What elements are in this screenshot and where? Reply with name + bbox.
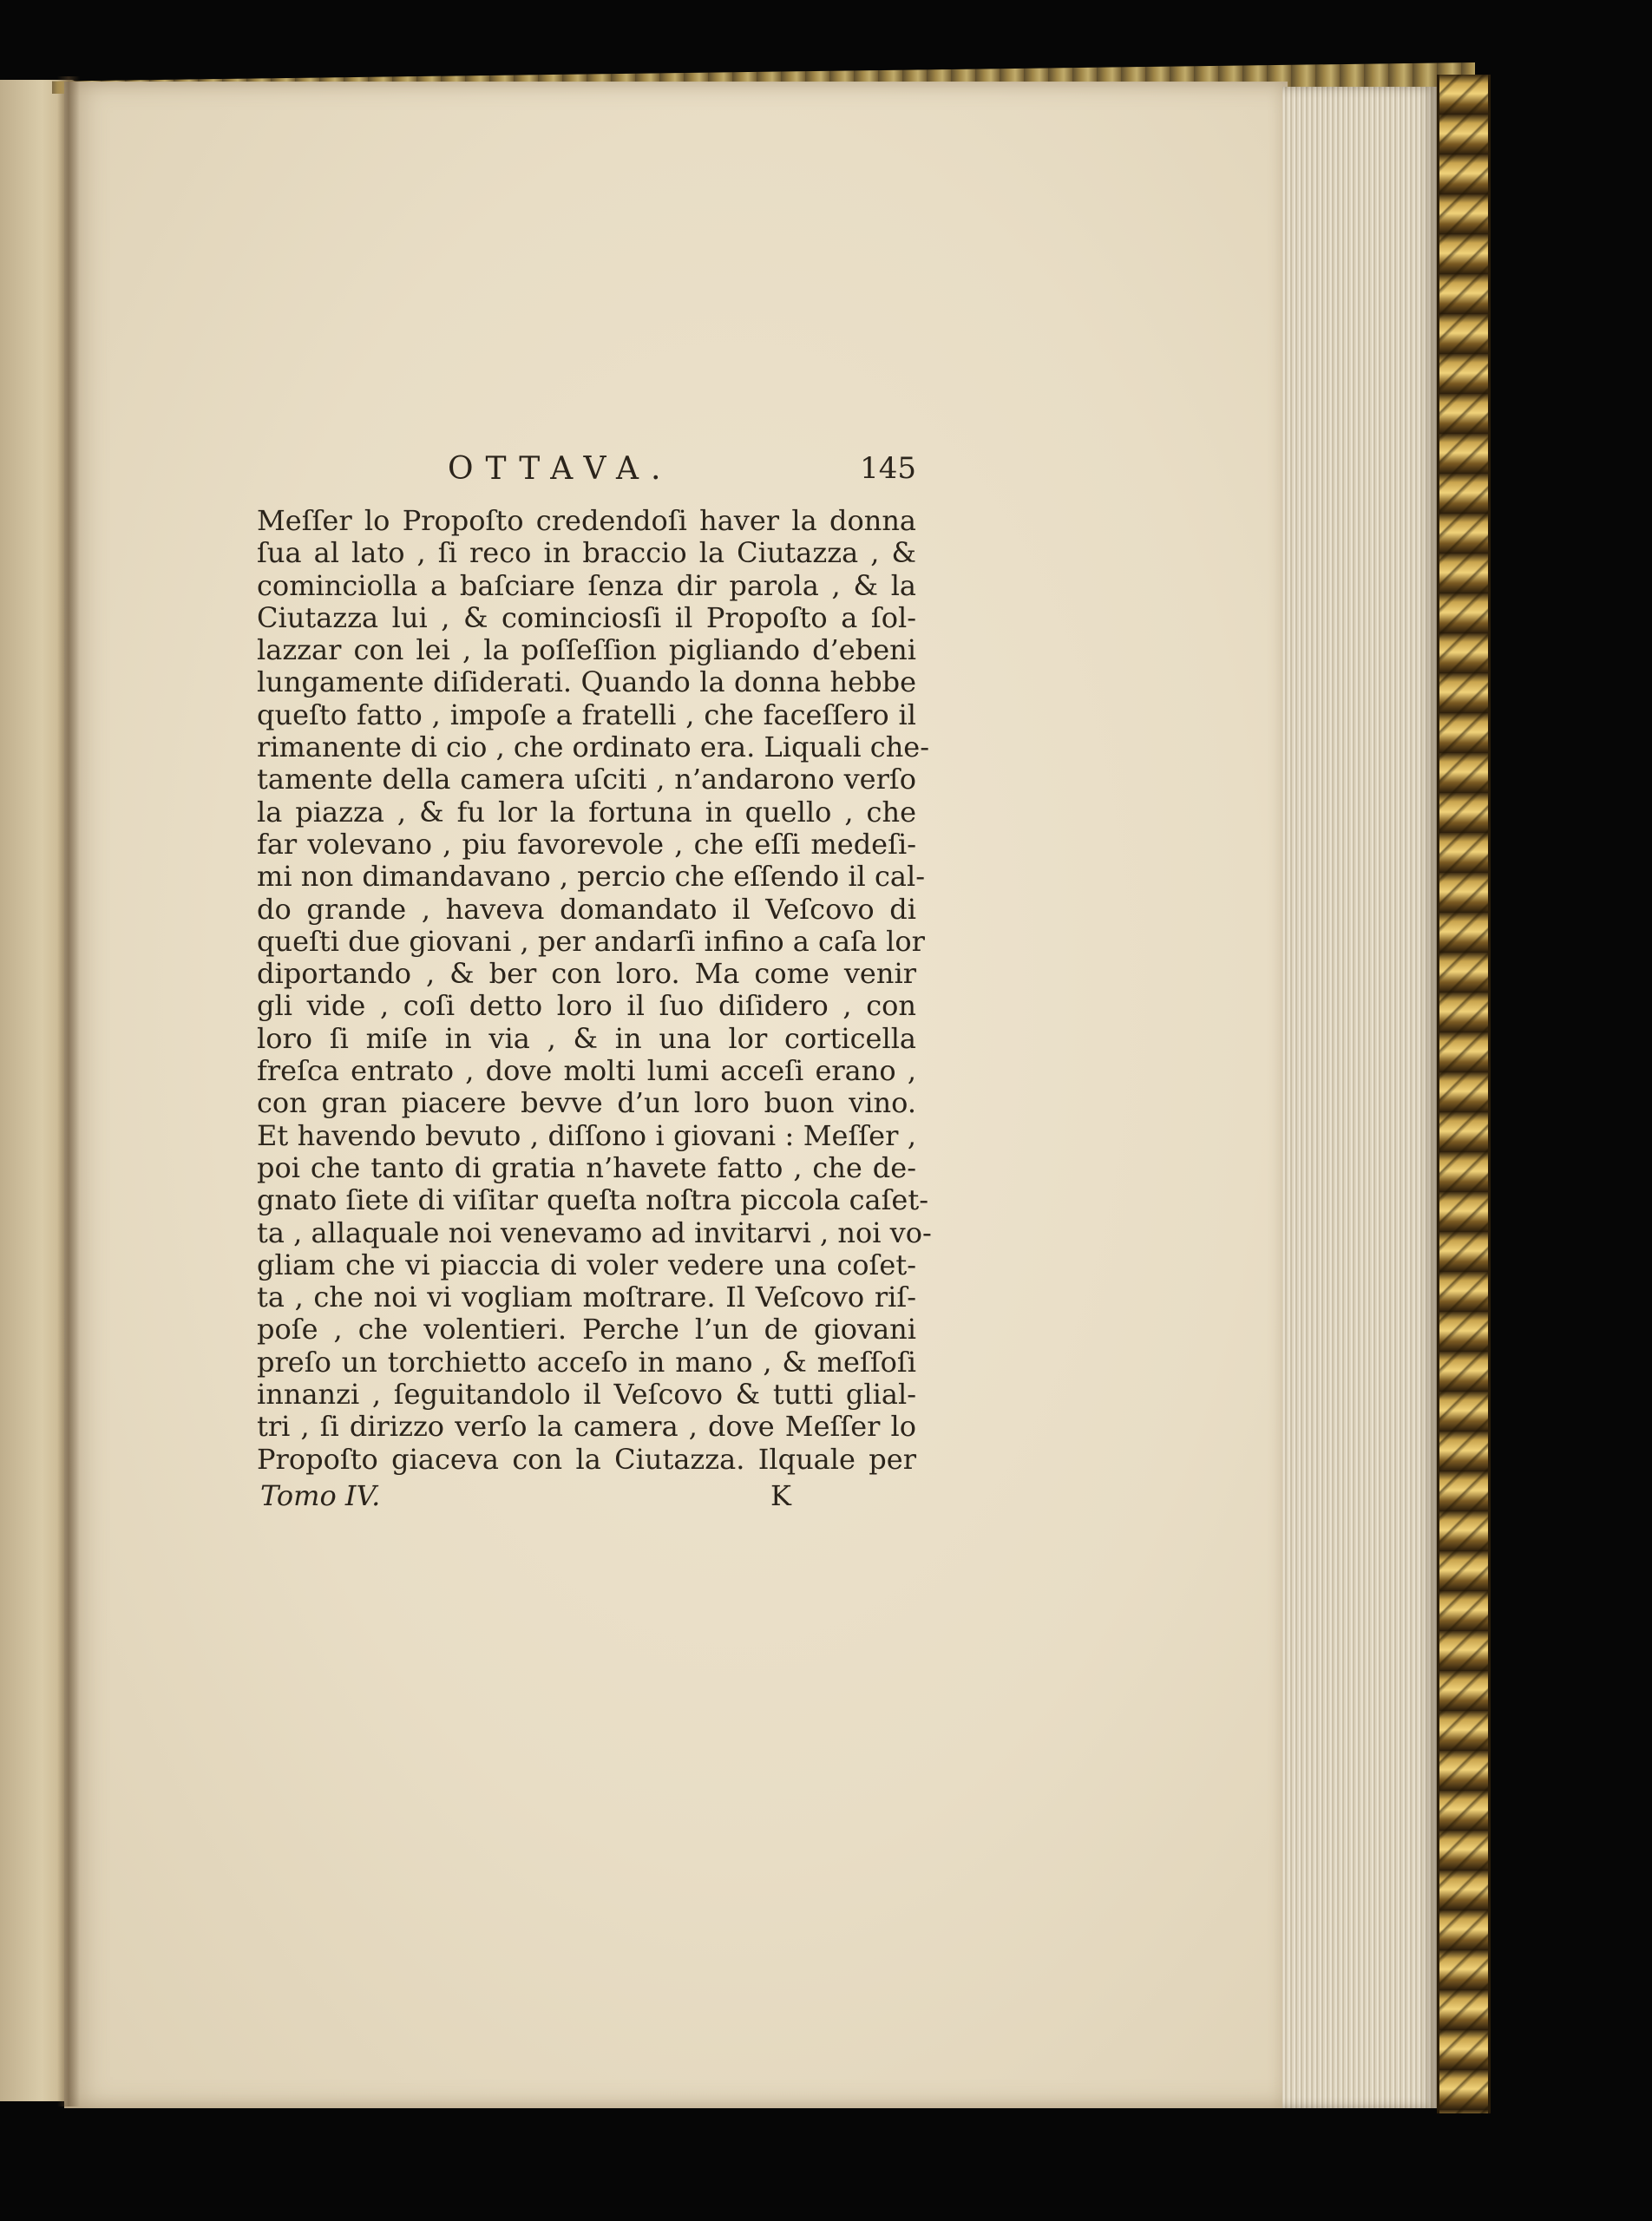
text-line: preſo un torchietto acceſo in mano , & meſſoſi [257,1345,916,1379]
book-gutter [57,76,80,2106]
text-line: Meſſer lo Propoſto credendoſi haver la donna [257,504,916,537]
text-line: ta , che noi vi vogliam moſtrare. Il Veſcovo riſ- [257,1281,916,1314]
text-line: gnato ſiete di viſitar queſta noſtra piccola caſet- [257,1183,929,1217]
volume-signature: Tomo IV. [260,1478,381,1512]
text-line: poſe , che volentieri. Perche l’un de giovani [257,1313,916,1346]
page-block-edges [1282,87,1439,2108]
text-line: con gran piacere bevve d’un loro buon vino. [257,1086,916,1120]
text-line: diportando , & ber con loro. Ma come venir [257,957,916,991]
text-block [257,451,932,1517]
text-line: lungamente diſiderati. Quando la donna hebbe [257,665,916,699]
text-line: Ciutazza lui , & cominciosſi il Propoſto a ſol- [257,600,916,634]
text-line: queſti due giovani , per andarſi infino a caſa lor [257,924,925,958]
text-line: lazzar con lei , la poſſeſſion pigliando d’ebeni [257,633,916,667]
body-text [257,504,932,1476]
text-line: ta , allaquale noi venevamo ad invitarvi , noi vo- [257,1215,932,1249]
text-line: tamente della camera uſciti , n’andarono verſo [257,763,916,796]
text-line: innanzi , ſeguitandolo il Veſcovo & tutti glial- [257,1378,916,1412]
text-line: loro ſi miſe in via , & in una lor corticella [257,1021,916,1055]
text-line: Et havendo bevuto , diſſono i giovani : Meſſer , [257,1118,916,1152]
running-head [257,451,916,505]
text-line: Propoſto giaceva con la Ciutazza. Ilquale per [257,1442,916,1476]
text-line: gli vide , coſi detto loro il ſuo diſidero , con [257,989,916,1023]
text-line: queſto fatto , impoſe a fratelli , che faceſſero il [257,698,916,731]
text-line: poi che tanto di gratia n’havete fatto , che de- [257,1150,916,1184]
text-line: la piazza , & fu lor la fortuna in quello , che [257,795,916,829]
running-head-title: OTTAVA. [448,451,673,487]
signature-mark: K [770,1478,791,1512]
text-line: do grande , haveva domandato il Veſcovo di [257,892,916,926]
text-line: freſca entrato , dove molti lumi acceſi erano , [257,1054,916,1088]
page-footer [257,1479,916,1517]
text-line: rimanente di cio , che ordinato era. Liquali che- [257,731,930,764]
text-line: tri , ſi dirizzo verſo la camera , dove Meſſer lo [257,1410,916,1444]
gilt-cover-edge [1437,75,1491,2113]
page-number: 145 [860,451,916,486]
text-line: ſua al lato , ſi reco in braccio la Ciutazza , & [257,536,916,570]
text-line: far volevano , piu favorevole , che eſſi medeſi- [257,827,916,861]
text-line: cominciolla a baſciare ſenza dir parola , & la [257,568,916,602]
text-line: gliam che vi piaccia di voler vedere una coſet- [257,1248,916,1281]
text-line: mi non dimandavano , percio che eſſendo il cal- [257,860,925,894]
